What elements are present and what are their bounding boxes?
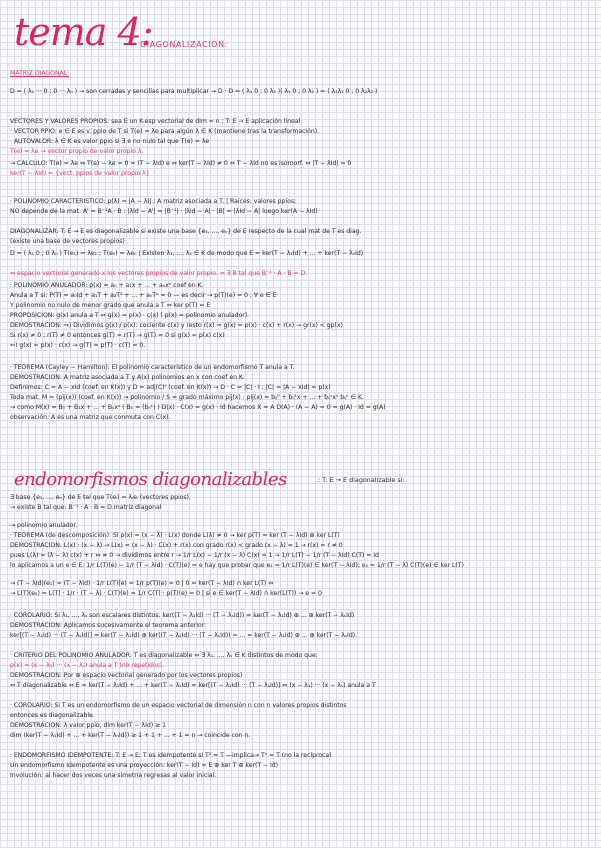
note-line: T(e) = λe → vector propio de valor propio λ.: [10, 148, 144, 155]
note-line: → (T − λId)(e₁) = (T − λId) · 1/r L(T)(e) = 1/r p(T)(e) = 0 | 0 = ker(T − λId) ∩ ker L(T) ⇔: [10, 580, 274, 587]
note-line: Toda mat. M = (pij(x)) (coef. en K(x)) → polinomio / S = grado máximo pij(x) : pij(x) = bᵢⱼ⁰ + bᵢⱼ¹x + ... + bᵢⱼˢxˢ bᵢⱼᵏ ∈ K.: [10, 394, 364, 401]
note-line: dim (ker(T − λ₁Id) + ... + ker(T − λₙId)) ≥ 1 + 1 + ... + 1 = n → coincide con n.: [10, 732, 251, 739]
note-line: · TEOREMA (Cayley − Hamilton): El polinomio característico de un endomorfismo T anula a T.: [10, 364, 295, 371]
note-line: Y polinomio no nulo de menor grado que anula a T ⇔ ker p(T) = E: [10, 302, 211, 309]
note-line: Un endomorfismo idempotente es una proyección: ker(T − Id) = E ⊕ ker T ⊕ ker(T − Id): [10, 762, 279, 769]
note-line: → CÁLCULO: T(e) = λe ⇔ T(e) − λe = 0 = (T − λId) e ⇔ ker(T − λId) ≠ 0 ⇔ T − λId no es isomorf. ⇔ |T − λId| = 0: [10, 160, 352, 167]
note-line: → L(T)(e₂) = L(T) · 1/r · (T − λ) · C(T)(e) = 1/r C(T) · p(T)(e) = 0 | si e ∈ ker(T − λId) ∩ ker(L(T)) → e = 0: [10, 590, 322, 597]
note-line: DEMOSTRACIÓN: Aplicamos sucesivamente el teorema anterior:: [10, 622, 207, 629]
note-line: · TEOREMA (de descomposición): Si p(x) = (x − λ) · L(x) donde L(λ) ≠ 0 → ker p(T) = ker (T − λId) ⊕ ker L(T): [10, 532, 340, 539]
note-line: · ENDOMORFISMO IDEMPOTENTE: T: E → E; T es idempotente si T² = T —implica→ Tⁿ = T (no la recíproca): [10, 752, 332, 759]
page-subtitle: DIAGONALIZACIÓN:: [140, 40, 228, 49]
note-line: DEMOSTRACIÓN: ⇒) Dividimos g(x) / p(x): cociente c(x) y resto r(x) ⇒ g(x) = p(x) · c(x) + r(x) → gr(x) < gp(x): [10, 322, 343, 329]
note-line: D = ( λ₁ ··· 0 ; 0 ··· λₙ ) → son cerradas y sencillas para multiplicar → D · D̄ = ( λ₁ 0 ; 0 λ₂ )( λ̄₁ 0 ; 0 λ̄₂ ) = ( λ₁λ̄₁ 0 ; 0 λ₂λ̄₂ ): [10, 88, 378, 95]
note-line: DEMOSTRACIÓN: λ valor ppio, dim ker(T − λId) ≥ 1: [10, 722, 166, 729]
note-line: → polinomio anulador.: [10, 522, 78, 529]
note-line: ker(T − λId) = {vect. ppios de valor propio λ}: [10, 170, 150, 177]
note-line: DEMOSTRACIÓN: L(x) · (x − λ) → L(x) = (x − λ) · C(x) + r(x) con grado r(x) < grado (x − λ) = 1 → r(x) = r ≠ 0: [10, 542, 343, 549]
note-line: · CRITERIO DEL POLINOMIO ANULADOR: T es diagonalizable ⇔ ∃ λ₁, ..., λₛ ∈ K distintos de modo que:: [10, 652, 318, 659]
note-line: (existe una base de vectores propios): [10, 238, 125, 245]
note-line: · AUTOVALOR: λ ∈ K es valor ppio si ∃ e no nulo tal que T(e) = λe: [10, 138, 210, 145]
note-line: VECTORES Y VALORES PROPIOS: sea E un K-esp vectorial de dim = n ; T: E → E aplicación lineal: [10, 118, 301, 125]
note-line: MATRIZ DIAGONAL:: [10, 70, 70, 77]
note-line: DIAGONALIZAR: T: E → E es diagonalizable si existe una base {e₁, ..., eₙ} de E respecto de la cual mat de T es diag.: [10, 228, 362, 235]
note-line: DEMOSTRACIÓN: Por ⊕ espacio vectorial generado por los vectores propios): [10, 672, 243, 679]
note-line: p(x) = (x − λ₁) ··· (x − λₛ) anula a T (no repetidos).: [10, 662, 165, 669]
note-line: Involución: al hacer dos veces una simetría regresas al valor inicial.: [10, 772, 217, 779]
note-line: ⇔ espacio vectorial generado x los vectores propios de valor propio. ⇔ ∃ B tal que B⁻¹ · A · B = D.: [10, 270, 308, 277]
note-line: → existe B tal que: B⁻¹ · A · B = D matriz diagonal: [10, 504, 162, 511]
note-line: ∃ base {e₁, ..., eₙ} de E tal que T(eᵢ) = λᵢeᵢ (vectores ppios).: [10, 494, 191, 501]
note-line: observación: A es una matriz que conmuta con C(x).: [10, 414, 171, 421]
section-title-suffix: : T: E → E diagonalizable si:: [318, 476, 405, 484]
section-title-endomorfismos: endomorfismos diagonalizables: [14, 469, 287, 490]
note-line: DEMOSTRACIÓN: A matriz asociada a T y A(x) polinomios en x con coef en K.: [10, 374, 245, 381]
note-line: · POLINOMIO CARACTERÍSTICO: p(λ) = |A − λI| ; A matriz asociada a T. | Raíces: valores ppios;: [10, 198, 297, 205]
note-line: · POLINOMIO ANULADOR: p(x) = a₀ + a₁x + ... + aₙxⁿ coef en K.: [10, 282, 204, 289]
note-line: · VECTOR PPIO: e ∈ E es v. ppio de T si T(e) = λe para algún λ ∈ K (mantiene tras la transformación).: [10, 128, 319, 135]
note-line: Si r(x) ≠ 0 ; r(T) ≠ 0 entonces g(T) = r(T) → g(T) = 0 si g(x) = p(x) c(x): [10, 332, 225, 339]
note-line: Anula a T si: P(T) = a₀Id + a₁T + a₂T² + ... + aₙTⁿ = 0 — es decir → p(T)(e) = 0 ; ∀ e ∈ E: [10, 292, 277, 299]
page-title: tema 4:: [14, 10, 153, 54]
note-line: NO depende de la mat. A' = B⁻¹A · B : |λId − A'| = |B⁻¹| · |λId − A| · |B| = |λId − A| luego ker(A − λId): [10, 208, 318, 215]
note-line: → como M(x) = B₀ + B₁x + ... + Bₛxˢ ( Bₖ = (bᵢⱼᵏ) ) D(x) · C(x) = g(x) · Id hacemos X = A D(A) · (A − A) = 0 = g(A) · Id = g(A): [10, 404, 386, 411]
note-line: Definimos: C = A − xId (coef. en K(x)) y D = adj(C)ᵗ (coef. en K(x)) → D · C = |C| · I ; |C| = |A − xId| = p(x): [10, 384, 331, 391]
note-line: entonces es diagonalizable.: [10, 712, 95, 719]
note-line: ⇐) g(x) = p(x) · c(x) → g(T) = p(T) · c(T) = 0.: [10, 342, 146, 349]
note-line: PROPOSICIÓN: g(x) anula a T ⇔ g(x) = p(x) · c(x) ( p(x) = polinomio anulador).: [10, 312, 249, 319]
note-line: D = ( λ₁ 0 ; 0 λₙ ) T(e₁) = λe₁ ; T(eₙ) = λeₙ | Existen λ₁, ..., λₙ ∈ K de modo que E = ker(T − λ₁Id) + ... + ker(T − λₙId): [10, 250, 364, 257]
note-line: ⇔ T diagonalizable ⇔ E = ker(T − λ₁Id) + ... + ker(T − λₛId) = ker[(T − λ₁Id) ··· (T − λₛId)] ⇔ (x − λ₁) ··· (x − λₛ) anula a T: [10, 682, 376, 689]
note-line: · COROLARIO: Si T es un endomorfismo de un espacio vectorial de dimensión n con n valores propios distintos: [10, 702, 347, 709]
note-line: ker[(T − λ₁Id) ··· (T − λₛId)] = ker(T − λ₁Id) ⊕ ker((T − λ₂Id) ··· (T − λₛId)) = ... = ker(T − λ₁Id) ⊕ ... ⊕ ker(T − λₛId).: [10, 632, 357, 639]
note-line: · COROLARIO: Si λ₁, ..., λₛ son escalares distintos: ker((T − λ₁Id) ··· (T − λₛId)) = ker(T − λ₁Id) ⊕ ... ⊕ ker(T − λₛId): [10, 612, 355, 619]
note-line: lo aplicamos a un e ∈ E: 1/r L(T)(e) − 1/r (T − λId) · C(T)(e) = e hay que probar que e₁ = 1/r L(T)(e) ∈ ker(T − λId); e₂ = 1/r (T − λ) C(T)(e) ∈ ker L(T): [10, 562, 464, 569]
note-line: pues L(λ) = (λ − λ) c(x) + r ⇔ ≠ 0 → dividimos entre r → 1/r L(x) − 1/r (x − λ) C(x) = 1 → 1/r L(T) − 1/r (T − λId) C(T) = Id: [10, 552, 379, 559]
